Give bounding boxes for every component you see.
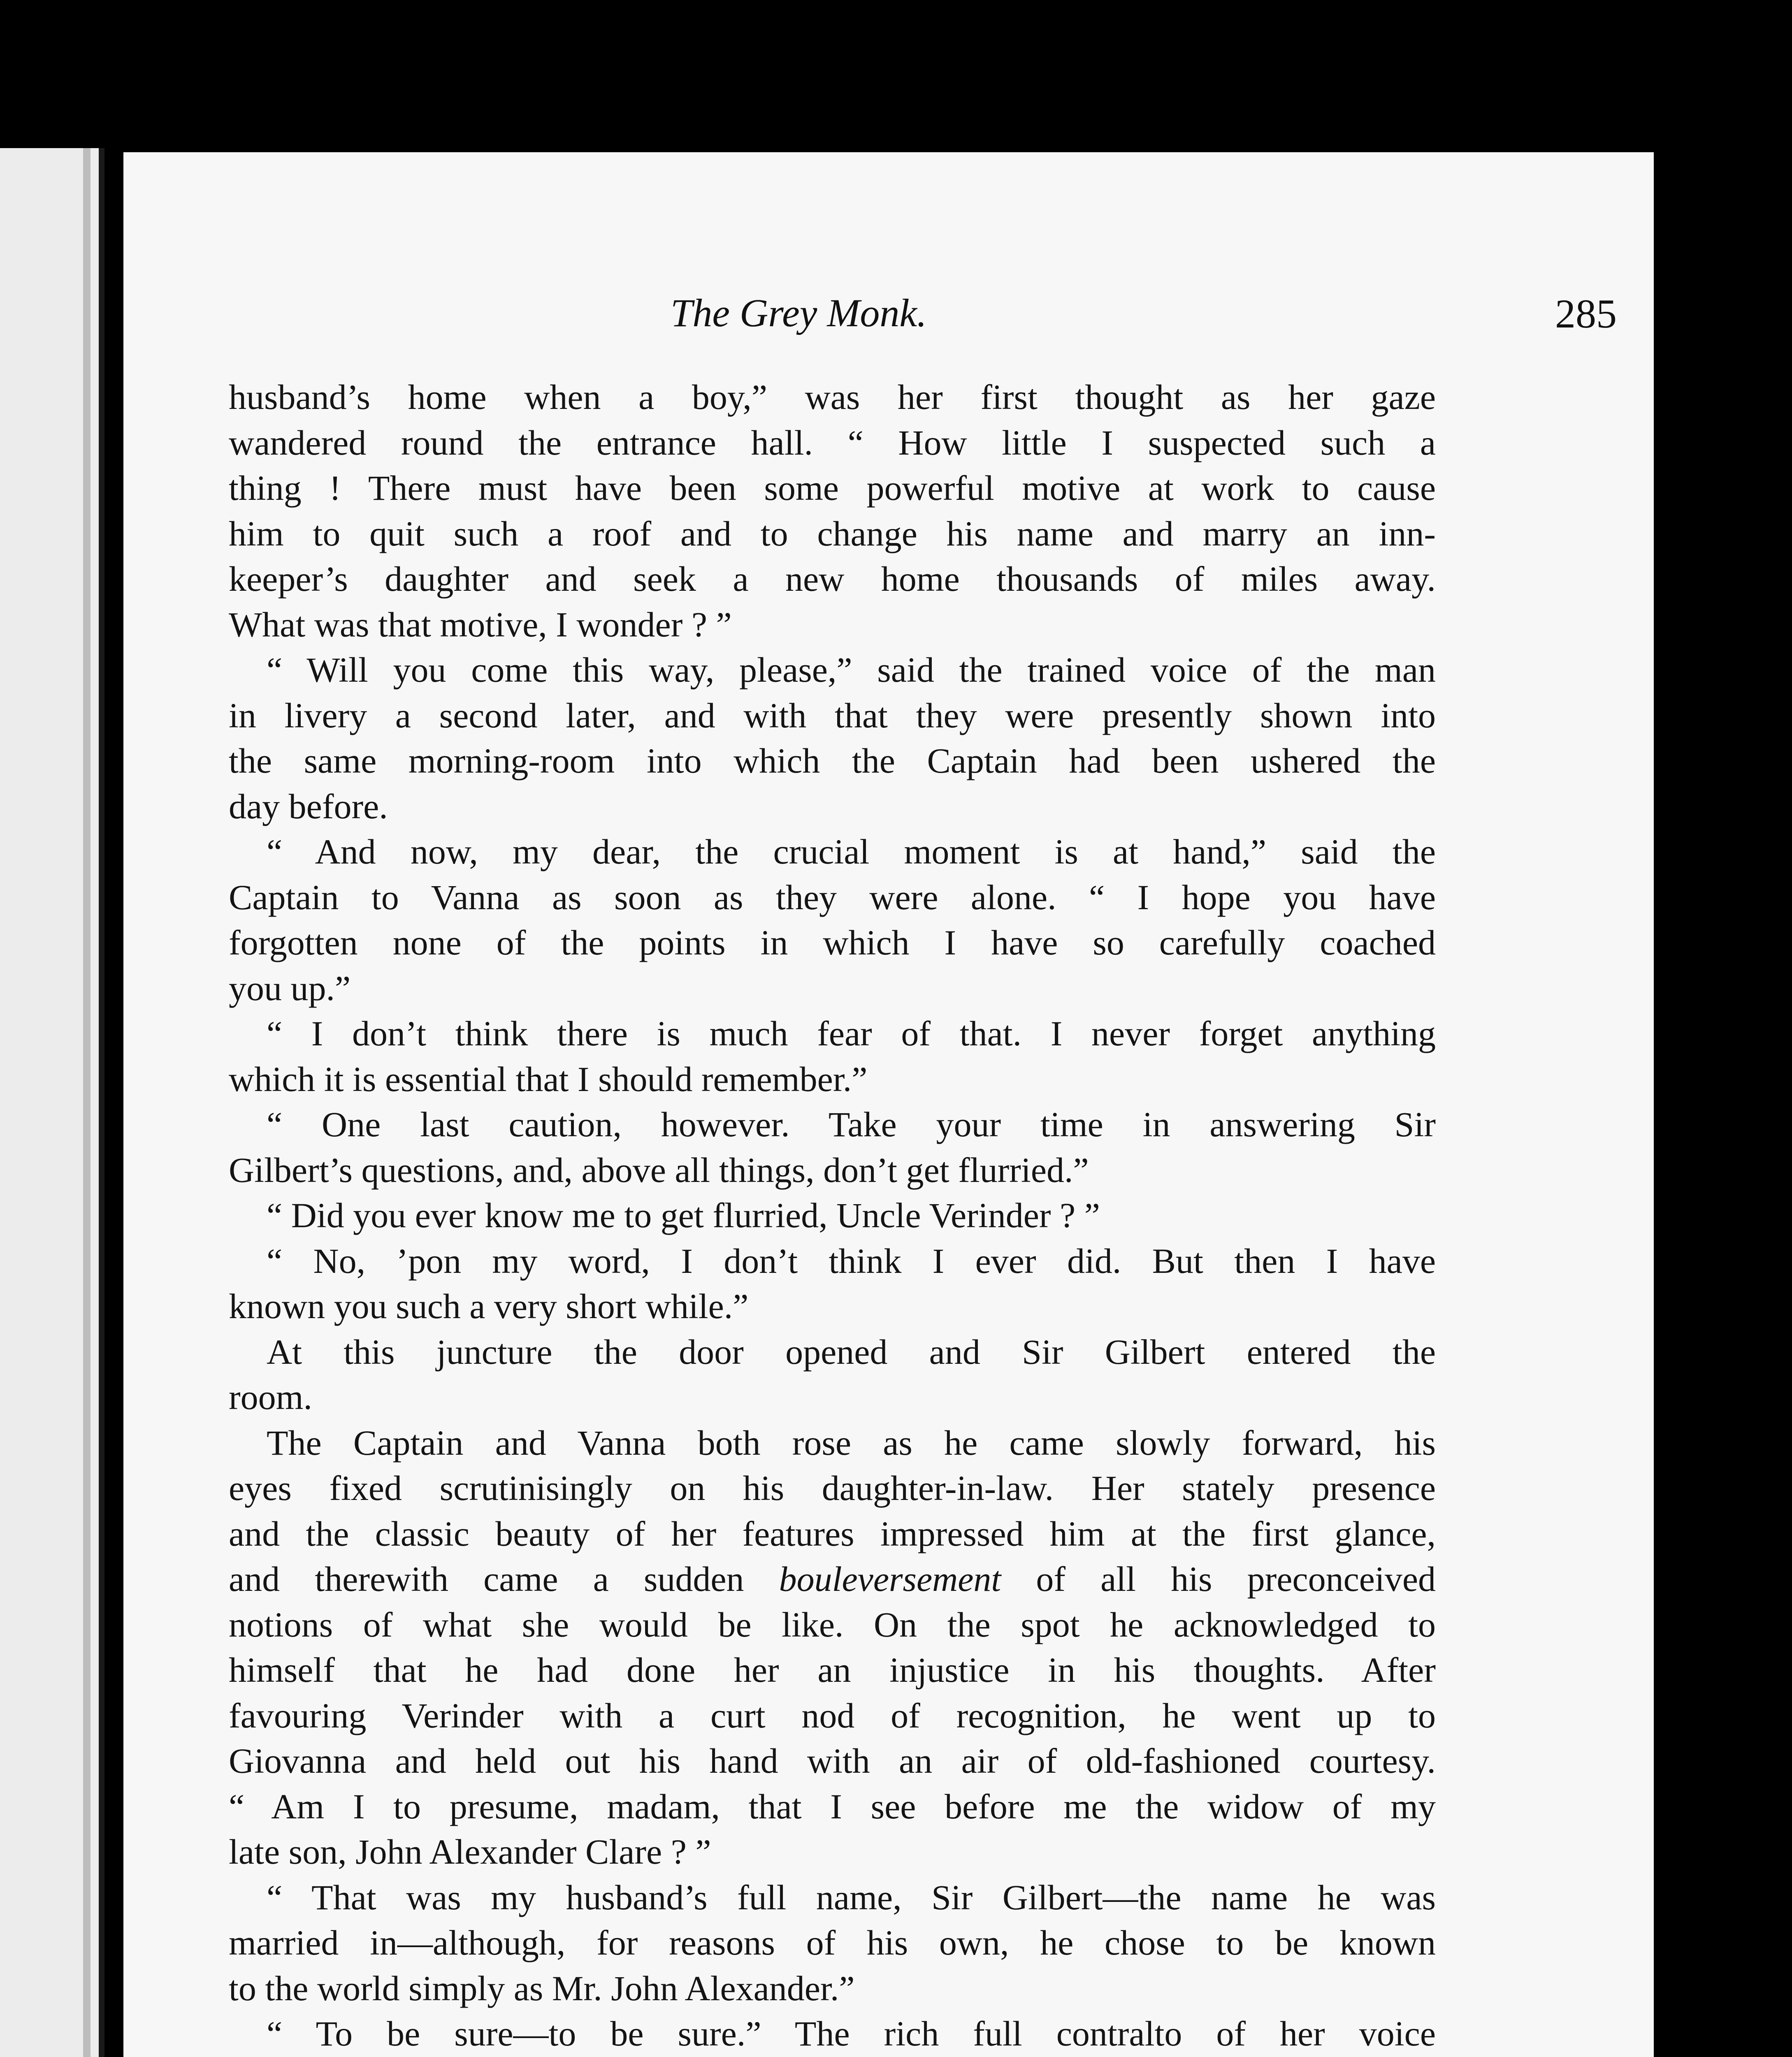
text-line: known you such a very short while.” bbox=[229, 1286, 749, 1326]
text-line: husband’s home when a boy,” was her first thought as her gaze bbox=[229, 377, 1436, 417]
running-head bbox=[123, 290, 1654, 339]
text-line: “ That was my husband’s full name, Sir Gilbert—the name he was bbox=[267, 1877, 1436, 1917]
text-line: eyes fixed scrutinisingly on his daughter-in-law. Her stately presence bbox=[229, 1468, 1436, 1508]
text-segment: of all his preconceived bbox=[1036, 1559, 1436, 1599]
text-line: At this juncture the door opened and Sir Gilbert entered the bbox=[267, 1332, 1436, 1372]
text-line-with-italic bbox=[229, 1556, 1436, 1602]
text-line: Gilbert’s questions, and, above all things, don’t get flurried.” bbox=[229, 1150, 1089, 1190]
text-line: and the classic beauty of her features impressed him at the first glance, bbox=[229, 1514, 1436, 1553]
text-line: Giovanna and held out his hand with an air of old-fashioned courtesy. bbox=[229, 1741, 1436, 1781]
text-segment: and therewith came a sudden bbox=[229, 1559, 744, 1599]
book-page bbox=[123, 152, 1654, 2057]
text-line: Captain to Vanna as soon as they were alone. “ I hope you have bbox=[229, 877, 1436, 917]
text-line: notions of what she would be like. On the spot he acknowledged to bbox=[229, 1604, 1436, 1644]
body-text bbox=[229, 374, 1436, 2057]
text-line: “ I don’t think there is much fear of that. I never forget anything bbox=[267, 1014, 1436, 1053]
text-line: in livery a second later, and with that they were presently shown into bbox=[229, 695, 1436, 735]
italic-word: bouleversement bbox=[779, 1559, 1001, 1599]
text-line: “ Am I to presume, madam, that I see before me the widow of my bbox=[229, 1786, 1436, 1826]
text-line: him to quit such a roof and to change his name and marry an inn- bbox=[229, 513, 1436, 553]
text-line: room. bbox=[229, 1377, 313, 1417]
text-line: “ To be sure—to be sure.” The rich full contralto of her voice bbox=[267, 2014, 1436, 2053]
text-line: day before. bbox=[229, 786, 388, 826]
text-line: forgotten none of the points in which I have so carefully coached bbox=[229, 923, 1436, 962]
text-line: The Captain and Vanna both rose as he came slowly forward, his bbox=[267, 1423, 1436, 1463]
text-line: “ No, ’pon my word, I don’t think I ever did. But then I have bbox=[267, 1241, 1436, 1281]
text-line: to the world simply as Mr. John Alexander.” bbox=[229, 1968, 855, 2008]
text-line: late son, John Alexander Clare ? ” bbox=[229, 1832, 711, 1871]
text-line: himself that he had done her an injustice in his thoughts. After bbox=[229, 1650, 1436, 1690]
text-line: wandered round the entrance hall. “ How little I suspected such a bbox=[229, 423, 1436, 462]
text-line: which it is essential that I should remember.” bbox=[229, 1059, 868, 1099]
text-line: favouring Verinder with a curt nod of recognition, he went up to bbox=[229, 1695, 1436, 1735]
running-title: The Grey Monk. bbox=[671, 291, 927, 335]
text-line: you up.” bbox=[229, 968, 351, 1008]
text-line: “ One last caution, however. Take your time in answering Sir bbox=[267, 1105, 1436, 1144]
text-line: What was that motive, I wonder ? ” bbox=[229, 604, 732, 644]
text-line: married in—although, for reasons of his own, he chose to be known bbox=[229, 1923, 1436, 1962]
text-line: “ Will you come this way, please,” said the trained voice of the man bbox=[267, 650, 1436, 690]
page-fold-shadow bbox=[83, 148, 91, 2057]
text-line: “ And now, my dear, the crucial moment is at hand,” said the bbox=[267, 832, 1436, 871]
page-number: 285 bbox=[1555, 291, 1617, 337]
text-line: keeper’s daughter and seek a new home thousands of miles away. bbox=[229, 559, 1436, 599]
text-line: thing ! There must have been some powerful motive at work to cause bbox=[229, 468, 1436, 508]
text-line: the same morning-room into which the Captain had been ushered the bbox=[229, 741, 1436, 780]
text-line: “ Did you ever know me to get flurried, Uncle Verinder ? ” bbox=[267, 1196, 1100, 1235]
adjacent-page-edge bbox=[0, 148, 104, 2057]
